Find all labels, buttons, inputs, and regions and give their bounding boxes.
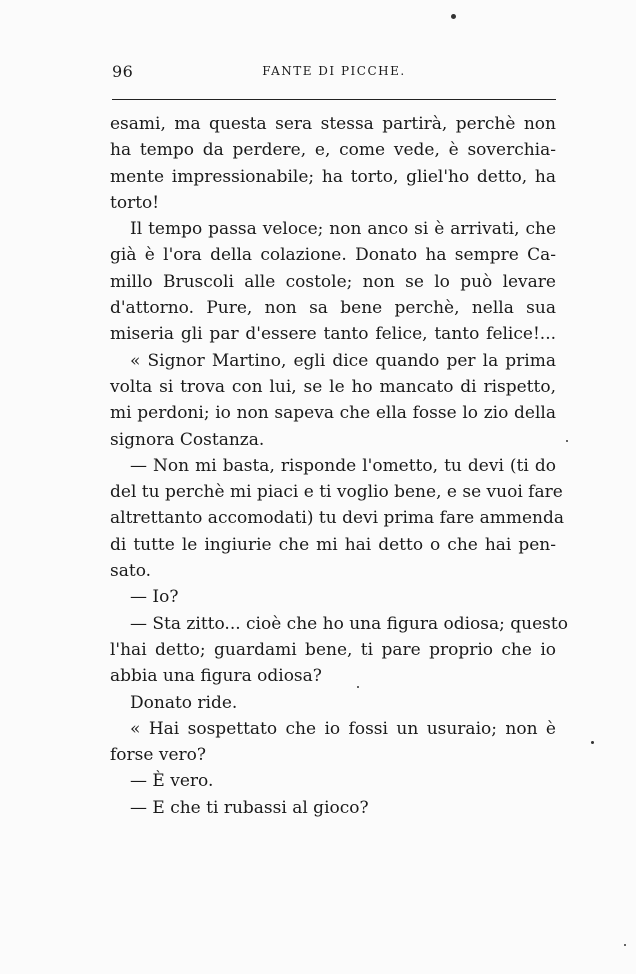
text-line: altrettanto accomodati) tu devi prima fare ammenda: [110, 508, 564, 529]
text-line: l'hai detto; guardami bene, ti pare proprio che io: [110, 639, 556, 660]
text-line: forse vero?: [110, 745, 206, 766]
text-line: mi perdoni; io non sapeva che ella fosse lo zio della: [110, 403, 556, 424]
text-line: miseria gli par d'essere tanto felice, tanto felice!...: [110, 324, 556, 345]
text-line: torto!: [110, 192, 160, 213]
header-rule: [112, 99, 556, 100]
text-line: già è l'ora della colazione. Donato ha sempre Ca-: [110, 245, 556, 266]
page-header: [112, 62, 556, 84]
text-line: — Sta zitto... cioè che ho una figura odiosa; questo: [130, 613, 568, 634]
text-line: — E che ti rubassi al gioco?: [130, 797, 369, 818]
print-speck: [451, 14, 456, 19]
text-line: ha tempo da perdere, e, come vede, è soverchia-: [110, 140, 556, 161]
text-line: millo Bruscoli alle costole; non se lo può levare: [110, 271, 556, 292]
text-line: del tu perchè mi piaci e ti voglio bene, e se vuoi fare: [110, 482, 563, 503]
text-line: di tutte le ingiurie che mi hai detto o che hai pen-: [110, 534, 556, 555]
body-text: [110, 111, 568, 821]
text-line: — È vero.: [130, 771, 214, 792]
text-line: Il tempo passa veloce; non anco si è arrivati, che: [130, 219, 556, 240]
text-line: « Signor Martino, egli dice quando per la prima: [130, 350, 556, 371]
text-line: — Io?: [130, 587, 179, 608]
text-line: — Non mi basta, risponde l'ometto, tu devi (ti do: [130, 455, 556, 476]
text-line: signora Costanza.: [110, 429, 265, 450]
text-line: « Hai sospettato che io fossi un usuraio; non è: [130, 718, 556, 739]
text-line: d'attorno. Pure, non sa bene perchè, nella sua: [110, 298, 556, 319]
text-line: mente impressionabile; ha torto, gliel'ho detto, ha: [110, 166, 556, 187]
print-speck: [357, 686, 359, 688]
print-speck: [566, 440, 568, 442]
text-line: volta si trova con lui, se le ho mancato di rispetto,: [110, 376, 556, 397]
print-speck: [591, 741, 594, 744]
page-number: 96: [112, 62, 134, 81]
text-line: Donato ride.: [130, 692, 238, 713]
print-speck: [624, 944, 626, 946]
text-line: esami, ma questa sera stessa partirà, perchè non: [110, 114, 556, 134]
text-line: abbia una figura odiosa?: [110, 666, 322, 687]
text-line: sato.: [110, 561, 152, 582]
running-title: FANTE DI PICCHE.: [262, 64, 406, 78]
